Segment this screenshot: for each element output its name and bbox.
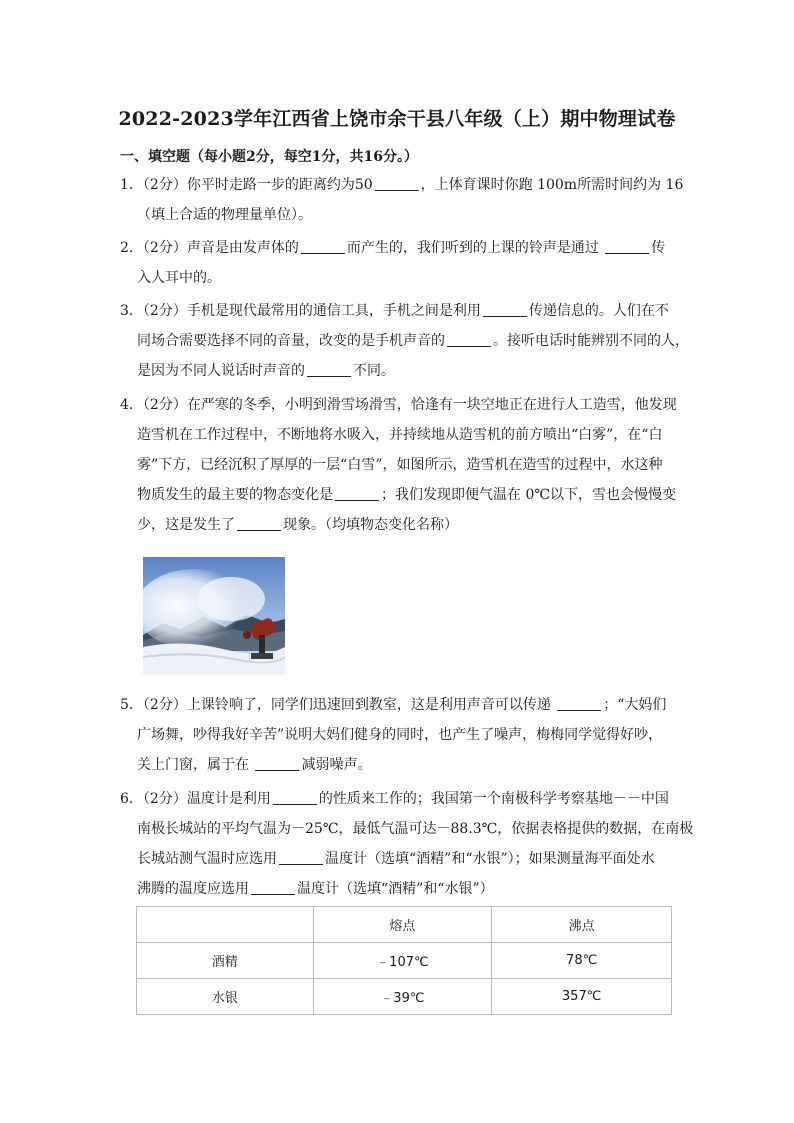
answer-blank [251, 880, 295, 895]
table-cell: 78℃ [492, 943, 672, 979]
answer-blank [375, 176, 419, 191]
answer-blank [237, 516, 281, 531]
table-cell: ﹣107℃ [313, 943, 492, 979]
table-header-cell: 沸点 [492, 907, 672, 943]
question-6: 6．（2分）温度计是利用 的性质来工作的；我国第一个南极科学考察基地－－中国 南极长城站的平均气温为－25℃，最低气温可达－88.3℃，依据表格提供的数据，在南极 长城站测气温时应选用 温度计（选填“酒精”和“水银”）；如果测量海平面处水 沸腾的温度应选用 温度计（选填“酒精”和“水银”） [120, 791, 694, 897]
question-5: 5．（2分）上课铃响了，同学们迅速回到教室，这是利用声音可以传递 ；“大妈们 广场舞，吵得我好辛苦”说明大妈们健身的同时，也产生了噪声，梅梅同学觉得好吵， 关上门窗，属于在 减弱噪声。 [120, 697, 667, 773]
question-1: 1．（2分）你平时走路一步的距离约为50 ，上体育课时你跑 100m所需时间约为 16 （填上合适的物理量单位）。 [120, 177, 684, 223]
table-header-cell [137, 907, 314, 943]
section-heading: 一、填空题（每小题2分，每空1分，共16分。） [120, 149, 418, 165]
snow-machine-photo [143, 557, 285, 675]
question-2: 2．（2分）声音是由发声体的 而产生的，我们听到的上课的铃声是通过 传 入人耳中的。 [120, 240, 666, 286]
answer-blank [447, 332, 491, 347]
answer-blank [557, 696, 601, 711]
answer-blank [279, 850, 323, 865]
table-cell: 酒精 [137, 943, 314, 979]
table-header-cell: 熔点 [313, 907, 492, 943]
answer-blank [255, 756, 299, 771]
snow-machine-illustration [143, 557, 285, 675]
table-row [137, 979, 672, 1015]
answer-blank [335, 486, 379, 501]
table-cell: ﹣39℃ [313, 979, 492, 1015]
table-header-row [137, 907, 672, 943]
question-4: 4．（2分）在严寒的冬季，小明到滑雪场滑雪，恰逢有一块空地正在进行人工造雪，他发现 造雪机在工作过程中，不断地将水吸入，并持续地从造雪机的前方喷出“白雾”，在“白 雾”下方，已经沉积了厚厚的一层“白雪”，如图所示，造雪机在造雪的过程中，水这种 物质发生的最主要的物态变化是 ；我们发现即便气温在 0℃以下，雪也会慢慢变 少，这是发生了 现象。（均填物态变化名称） [120, 397, 677, 533]
page-title: 2022-2023学年江西省上饶市余干县八年级（上）期中物理试卷 [118, 108, 676, 130]
table-cell: 水银 [137, 979, 314, 1015]
table-cell: 357℃ [492, 979, 672, 1015]
answer-blank [483, 302, 527, 317]
question-3: 3．（2分）手机是现代最常用的通信工具，手机之间是利用 传递信息的。人们在不 同场合需要选择不同的音量，改变的是手机声音的 。接听电话时能辨别不同的人， 是因为不同人说话时声音的 不同。 [120, 303, 689, 379]
answer-blank [301, 239, 345, 254]
melting-boiling-point-table [136, 906, 672, 1015]
table-row [137, 943, 672, 979]
answer-blank [273, 790, 317, 805]
answer-blank [605, 239, 649, 254]
answer-blank [307, 362, 351, 377]
